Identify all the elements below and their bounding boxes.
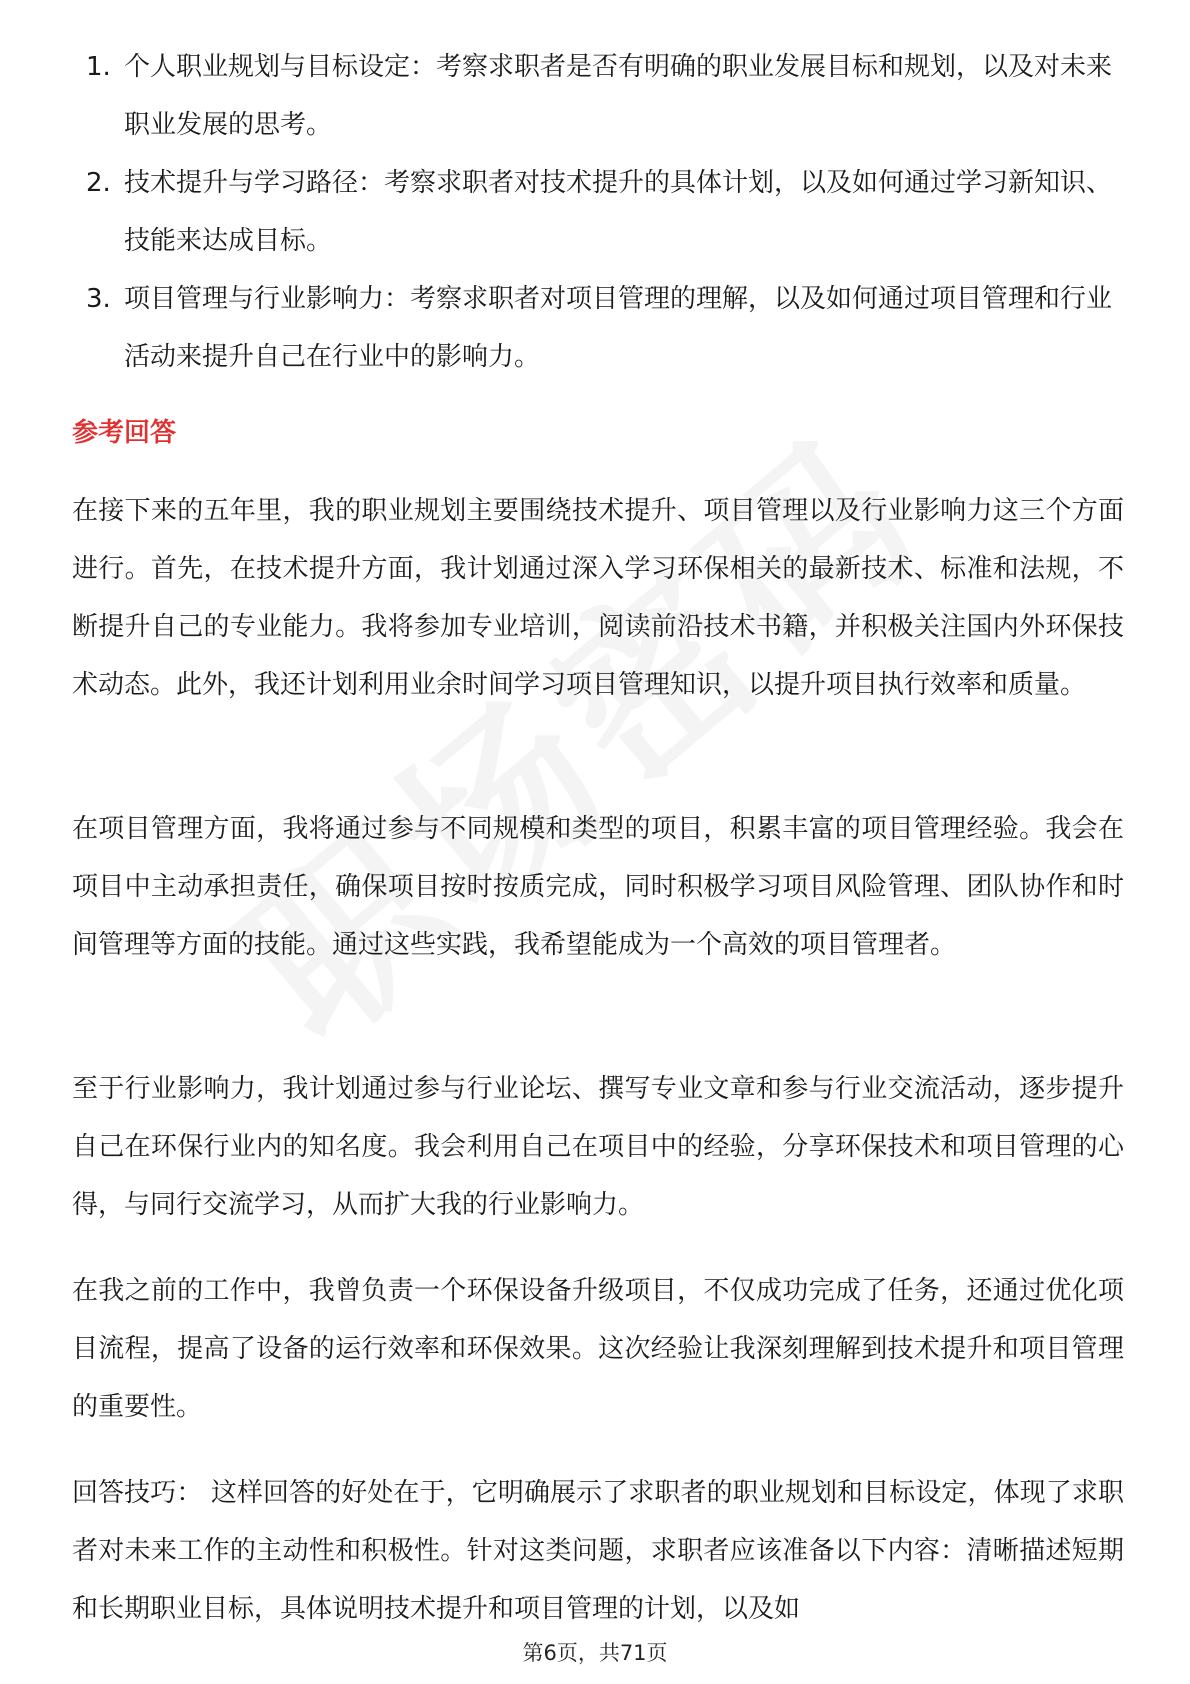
list-item-text: 技术提升与学习路径：考察求职者对技术提升的具体计划，以及如何通过学习新知识、技能来达成目标。	[124, 168, 1113, 256]
list-item-text: 项目管理与行业影响力：考察求职者对项目管理的理解，以及如何通过项目管理和行业活动来提升自己在行业中的影响力。	[124, 284, 1113, 372]
list-item-number: 3.	[86, 284, 111, 314]
paragraph: 在接下来的五年里，我的职业规划主要围绕技术提升、项目管理以及行业影响力这三个方面进行。首先，在技术提升方面，我计划通过深入学习环保相关的最新技术、标准和法规，不断提升自己的专业能力。我将参加专业培训，阅读前沿技术书籍，并积极关注国内外环保技术动态。此外，我还计划利用业余时间学习项目管理知识，以提升项目执行效率和质量。	[72, 496, 1124, 700]
answer-tips-paragraph: 回答技巧： 这样回答的好处在于，它明确展示了求职者的职业规划和目标设定，体现了求职者对未来工作的主动性和积极性。针对这类问题，求职者应该准备以下内容：清晰描述短期和长期职业目标，具体说明技术提升和项目管理的计划，以及如	[72, 1478, 1124, 1624]
paragraph: 在我之前的工作中，我曾负责一个环保设备升级项目，不仅成功完成了任务，还通过优化项目流程，提高了设备的运行效率和环保效果。这次经验让我深刻理解到技术提升和项目管理的重要性。	[72, 1276, 1124, 1422]
list-item	[72, 270, 1122, 386]
section-title: 参考回答	[72, 418, 177, 448]
list-item-number: 2.	[86, 168, 111, 198]
criteria-list	[72, 38, 1122, 386]
page-number: 第6页，共71页	[522, 1641, 668, 1665]
list-item	[72, 38, 1122, 154]
list-item	[72, 154, 1122, 270]
paragraph: 在项目管理方面，我将通过参与不同规模和类型的项目，积累丰富的项目管理经验。我会在项目中主动承担责任，确保项目按时按质完成，同时积极学习项目风险管理、团队协作和时间管理等方面的技能。通过这些实践，我希望能成为一个高效的项目管理者。	[72, 814, 1124, 960]
list-item-text: 个人职业规划与目标设定：考察求职者是否有明确的职业发展目标和规划，以及对未来职业发展的思考。	[124, 52, 1113, 140]
list-item-number: 1.	[86, 52, 111, 82]
paragraph: 至于行业影响力，我计划通过参与行业论坛、撰写专业文章和参与行业交流活动，逐步提升自己在环保行业内的知名度。我会利用自己在项目中的经验，分享环保技术和项目管理的心得，与同行交流学习，从而扩大我的行业影响力。	[72, 1074, 1124, 1220]
